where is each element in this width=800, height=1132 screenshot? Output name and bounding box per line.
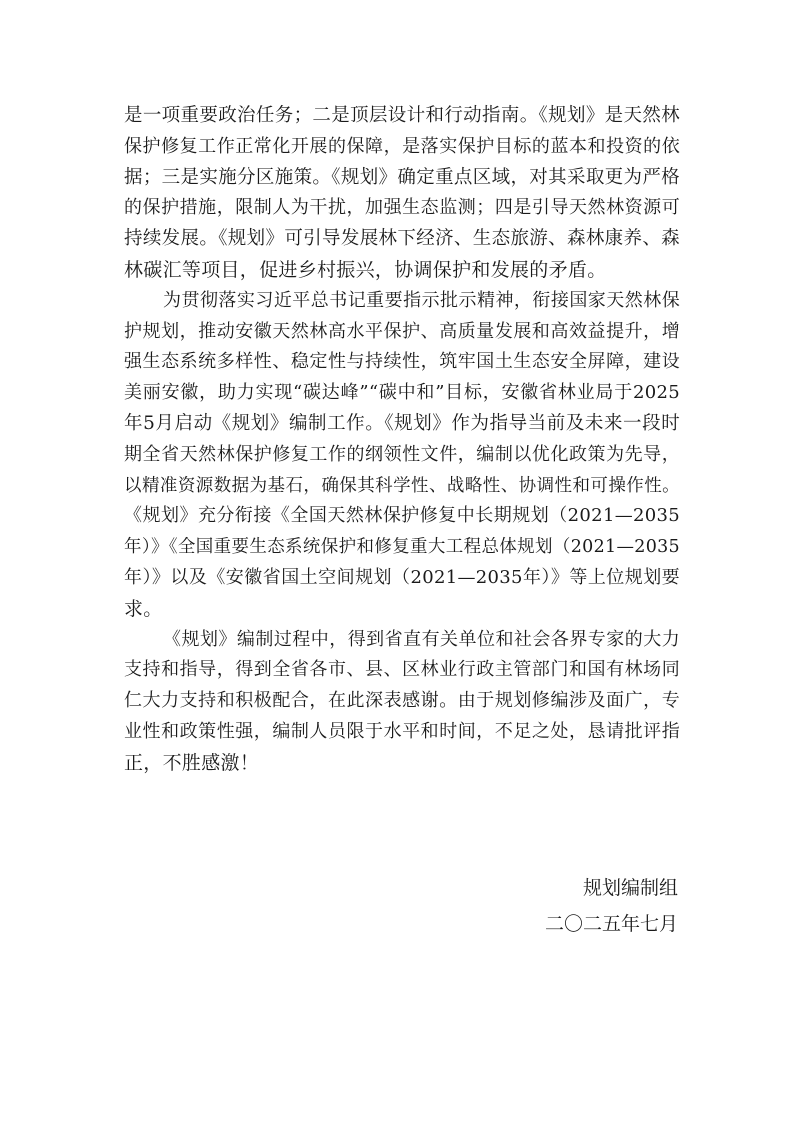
text-line: 正，不胜感激！ xyxy=(124,751,260,774)
paragraph-3 xyxy=(124,625,680,779)
document-body xyxy=(124,101,680,779)
text-line: 年）》以及《安徽省国土空间规划（2021—2035年）》等上位规划要 xyxy=(124,566,680,588)
text-line: 持续发展。《规划》可引导发展林下经济、生态旅游、森林康养、森 xyxy=(124,228,680,250)
text-line: 期全省天然林保护修复工作的纲领性文件，编制以优化政策为先导， xyxy=(124,443,680,465)
text-line: 支持和指导，得到全省各市、县、区林业行政主管部门和国有林场同 xyxy=(124,659,680,681)
text-line: 林碳汇等项目，促进乡村振兴，协调保护和发展的矛盾。 xyxy=(124,258,607,281)
text-line: 保护修复工作正常化开展的保障，是落实保护目标的蓝本和投资的依 xyxy=(124,135,680,157)
text-line: 求。 xyxy=(124,597,163,620)
paragraph-1 xyxy=(124,101,680,286)
text-line: 以精准资源数据为基石，确保其科学性、战略性、协调性和可操作性。 xyxy=(124,475,680,496)
text-line: 为贯彻落实习近平总书记重要指示批示精神，衔接国家天然林保 xyxy=(163,289,680,311)
text-line: 的保护措施，限制人为干扰，加强生态监测；四是引导天然林资源可 xyxy=(124,197,680,219)
text-line: 《规划》充分衔接《全国天然林保护修复中长期规划（2021—2035 xyxy=(124,505,680,527)
text-line: 年5月启动《规划》编制工作。《规划》作为指导当前及未来一段时 xyxy=(124,412,680,434)
text-line: 业性和政策性强，编制人员限于水平和时间，不足之处，恳请批评指 xyxy=(124,720,680,742)
signature-organization: 规划编制组 xyxy=(582,877,678,899)
text-line: 护规划，推动安徽天然林高水平保护、高质量发展和高效益提升，增 xyxy=(124,320,680,342)
text-line: 据；三是实施分区施策。《规划》确定重点区域，对其采取更为严格 xyxy=(124,166,680,188)
paragraph-2 xyxy=(124,286,680,625)
text-line: 仁大力支持和积极配合，在此深表感谢。由于规划修编涉及面广，专 xyxy=(124,690,680,712)
text-line: 年）》《全国重要生态系统保护和修复重大工程总体规划（2021—2035 xyxy=(124,537,680,558)
text-line: 美丽安徽，助力实现“碳达峰”“碳中和”目标，安徽省林业局于2025 xyxy=(124,382,680,404)
text-line: 强生态系统多样性、稳定性与持续性，筑牢国土生态安全屏障，建设 xyxy=(124,351,680,373)
text-line: 是一项重要政治任务；二是顶层设计和行动指南。《规划》是天然林 xyxy=(124,105,680,126)
signature-date: 二〇二五年七月 xyxy=(544,913,678,935)
text-line: 《规划》编制过程中，得到省直有关单位和社会各界专家的大力 xyxy=(163,628,680,650)
